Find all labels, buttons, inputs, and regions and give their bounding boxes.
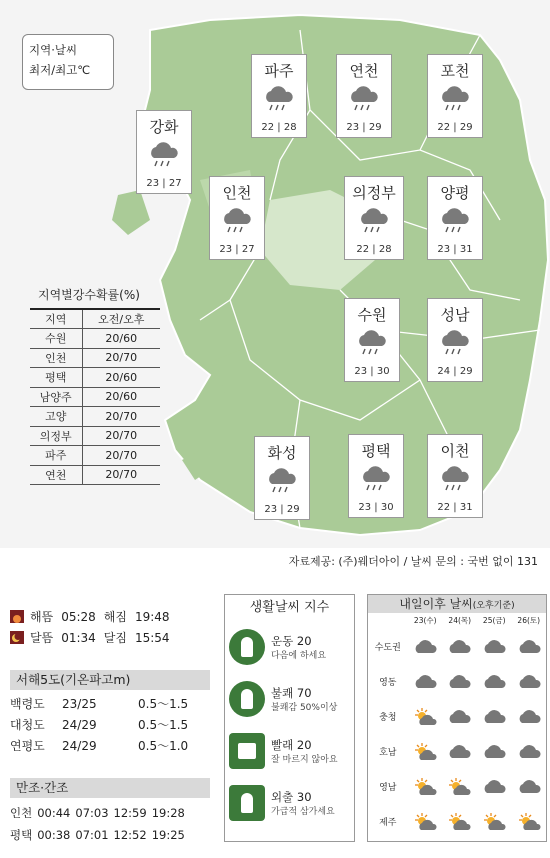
life-item-label: 빨래 20 xyxy=(271,737,312,752)
forecast-region: 충청 xyxy=(379,713,397,723)
table-header-row xyxy=(30,309,160,329)
sun-moon-times xyxy=(10,606,210,648)
person-sweat-icon xyxy=(229,681,265,717)
rain-cloud-icon xyxy=(266,466,298,496)
forecast-day-headers xyxy=(368,613,546,629)
table-row xyxy=(30,426,160,446)
sun-cloud-icon xyxy=(477,804,512,839)
wave-height: 0.5～1.5 xyxy=(138,718,189,732)
sun-cloud-icon xyxy=(511,804,546,839)
table-cell: 연천 xyxy=(30,465,82,485)
forecast-day: 25(금) xyxy=(482,616,506,625)
legend-line-temp: 최저/최고℃ xyxy=(29,63,91,77)
table-row xyxy=(30,387,160,407)
table-cell: 20/60 xyxy=(82,329,160,349)
city-name: 성남 xyxy=(440,306,470,324)
city-temp: 22 | 28 xyxy=(356,244,392,255)
tide-time: 07:03 xyxy=(75,806,109,820)
sun-cloud-icon xyxy=(408,734,443,769)
forecast-row xyxy=(368,734,546,769)
sun-cloud-icon xyxy=(408,699,443,734)
city-card-yangpyeong xyxy=(427,176,483,260)
table-cell: 파주 xyxy=(30,446,82,466)
sun-cloud-icon xyxy=(408,804,443,839)
forecast-panel xyxy=(367,594,547,842)
forecast-region: 호남 xyxy=(379,748,397,758)
life-item-label: 불쾌 70 xyxy=(271,685,312,700)
island-temp: 24/29 xyxy=(62,738,97,753)
moonset-time: 15:54 xyxy=(134,630,170,645)
rain-cloud-icon xyxy=(263,84,295,114)
table-cell: 평택 xyxy=(30,368,82,388)
tide-list xyxy=(10,802,210,846)
wave-height: 0.5～1.5 xyxy=(138,697,189,711)
rain-probability-title: 지역별강수확률(%) xyxy=(38,288,140,302)
shirt-icon xyxy=(229,733,265,769)
cloud-icon xyxy=(511,629,546,664)
forecast-day: 24(목) xyxy=(448,616,472,625)
city-card-pocheon xyxy=(427,54,483,138)
life-weather-index-panel xyxy=(224,594,355,842)
table-cell: 20/70 xyxy=(82,348,160,368)
city-card-ganghwa xyxy=(136,110,192,194)
sunrise-label: 해뜸 xyxy=(30,610,54,624)
rain-cloud-icon xyxy=(439,464,471,494)
tide-time: 00:38 xyxy=(37,828,71,842)
rain-cloud-icon xyxy=(439,84,471,114)
city-temp: 23 | 30 xyxy=(358,502,394,513)
city-card-suwon xyxy=(344,298,400,382)
cloud-icon xyxy=(511,734,546,769)
life-index-title: 생활날씨 지수 xyxy=(249,600,330,615)
table-cell: 의정부 xyxy=(30,426,82,446)
life-item-discomfort xyxy=(225,673,354,725)
city-temp: 22 | 31 xyxy=(437,502,473,513)
table-cell: 남양주 xyxy=(30,387,82,407)
rain-cloud-icon xyxy=(348,84,380,114)
moonrise-time: 01:34 xyxy=(61,630,96,645)
list-item xyxy=(10,824,210,846)
city-card-pyeongtaek xyxy=(348,434,404,518)
cloud-icon xyxy=(477,699,512,734)
cloud-icon xyxy=(477,629,512,664)
sunset-label: 해짐 xyxy=(103,610,127,624)
cloud-icon xyxy=(477,769,512,804)
forecast-region: 영남 xyxy=(379,783,397,793)
city-temp: 23 | 29 xyxy=(264,504,300,515)
table-cell: 20/70 xyxy=(82,465,160,485)
forecast-day: 23(수) xyxy=(413,616,437,625)
walking-person-icon xyxy=(229,785,265,821)
table-cell: 인천 xyxy=(30,348,82,368)
cloud-icon xyxy=(442,664,477,699)
city-card-hwaseong xyxy=(254,436,310,520)
moon-row xyxy=(10,627,210,648)
table-cell: 수원 xyxy=(30,329,82,349)
sunrise-icon xyxy=(10,610,24,623)
table-row xyxy=(30,329,160,349)
cloud-icon xyxy=(442,629,477,664)
moonrise-icon xyxy=(10,631,24,644)
forecast-title-text: 내일이후 날씨 xyxy=(399,597,473,611)
city-name: 파주 xyxy=(264,62,294,80)
port-name: 인천 xyxy=(10,806,33,820)
city-temp: 24 | 29 xyxy=(437,366,473,377)
city-name: 수원 xyxy=(357,306,387,324)
table-row xyxy=(30,407,160,427)
forecast-day: 26(토) xyxy=(517,616,541,625)
rain-cloud-icon xyxy=(360,464,392,494)
table-cell: 고양 xyxy=(30,407,82,427)
tide-time: 12:52 xyxy=(113,828,147,842)
island-temp: 23/25 xyxy=(62,696,97,711)
island-name: 백령도 xyxy=(10,697,45,711)
tide-time: 12:59 xyxy=(113,806,147,820)
life-item-note: 가급적 삼가세요 xyxy=(271,806,335,817)
tide-section-title: 만조·간조 xyxy=(10,778,210,798)
life-item-outing xyxy=(225,777,354,829)
cloud-icon xyxy=(511,699,546,734)
rain-cloud-icon xyxy=(439,206,471,236)
moonset-label: 달짐 xyxy=(103,631,127,645)
list-item xyxy=(10,693,210,714)
soccer-player-icon xyxy=(229,629,265,665)
table-cell: 20/70 xyxy=(82,446,160,466)
cloud-icon xyxy=(511,664,546,699)
table-cell: 20/70 xyxy=(82,426,160,446)
city-name: 이천 xyxy=(440,442,470,460)
sea-wave-list xyxy=(10,693,210,756)
moonrise-label: 달뜸 xyxy=(30,631,54,645)
table-cell: 20/60 xyxy=(82,368,160,388)
table-row xyxy=(30,446,160,466)
rain-cloud-icon xyxy=(356,328,388,358)
island-temp: 24/29 xyxy=(62,717,97,732)
tide-time: 19:25 xyxy=(151,828,185,842)
list-item xyxy=(10,802,210,824)
rain-probability-table xyxy=(30,308,160,485)
city-temp: 22 | 29 xyxy=(437,122,473,133)
city-card-incheon xyxy=(209,176,265,260)
city-temp: 23 | 31 xyxy=(437,244,473,255)
sun-cloud-icon xyxy=(442,804,477,839)
city-temp: 23 | 30 xyxy=(354,366,390,377)
forecast-row xyxy=(368,804,546,839)
cloud-icon xyxy=(408,629,443,664)
life-item-note: 불쾌감 50%이상 xyxy=(271,702,338,713)
table-row xyxy=(30,348,160,368)
city-card-yeoncheon xyxy=(336,54,392,138)
forecast-row xyxy=(368,664,546,699)
rain-cloud-icon xyxy=(221,206,253,236)
life-item-label: 외출 30 xyxy=(271,789,312,804)
tide-time: 07:01 xyxy=(75,828,109,842)
forecast-row xyxy=(368,699,546,734)
forecast-title xyxy=(368,595,546,613)
cloud-icon xyxy=(511,769,546,804)
legend-line-region: 지역·날씨 xyxy=(29,43,78,57)
forecast-row xyxy=(368,769,546,804)
port-name: 평택 xyxy=(10,828,33,842)
forecast-subtitle: (오후기준) xyxy=(472,601,515,611)
island-name: 연평도 xyxy=(10,739,45,753)
city-name: 연천 xyxy=(349,62,379,80)
city-name: 포천 xyxy=(440,62,470,80)
list-item xyxy=(10,735,210,756)
table-row xyxy=(30,368,160,388)
rain-cloud-icon xyxy=(439,328,471,358)
cloud-icon xyxy=(408,664,443,699)
cloud-icon xyxy=(477,664,512,699)
life-item-exercise xyxy=(225,621,354,673)
city-temp: 22 | 28 xyxy=(261,122,297,133)
city-card-uijeongbu xyxy=(344,176,404,260)
life-item-note: 잘 마르지 않아요 xyxy=(271,754,338,765)
city-card-paju xyxy=(251,54,307,138)
rain-cloud-icon xyxy=(148,140,180,170)
sun-cloud-icon xyxy=(442,769,477,804)
cloud-icon xyxy=(442,699,477,734)
table-cell: 20/60 xyxy=(82,387,160,407)
forecast-row xyxy=(368,629,546,664)
table-cell: 오전/오후 xyxy=(82,309,160,329)
life-item-laundry xyxy=(225,725,354,777)
city-card-seongnam xyxy=(427,298,483,382)
cloud-icon xyxy=(477,734,512,769)
city-name: 양평 xyxy=(440,184,470,202)
forecast-region: 영동 xyxy=(379,678,397,688)
cloud-icon xyxy=(442,734,477,769)
tide-time: 19:28 xyxy=(151,806,185,820)
island-name: 대청도 xyxy=(10,718,45,732)
rain-cloud-icon xyxy=(358,206,390,236)
data-source-credit: 자료제공: (주)웨더아이 / 날씨 문의 : 국번 없이 131 xyxy=(288,555,538,568)
table-cell: 20/70 xyxy=(82,407,160,427)
forecast-rows xyxy=(368,629,546,839)
life-item-note: 다음에 하세요 xyxy=(271,650,327,661)
wave-height: 0.5～1.0 xyxy=(138,739,189,753)
sea-section-title: 서해5도(기온파고m) xyxy=(10,670,210,690)
forecast-region: 수도권 xyxy=(374,643,401,653)
city-name: 인천 xyxy=(222,184,252,202)
sun-row xyxy=(10,606,210,627)
table-cell: 지역 xyxy=(30,309,82,329)
city-name: 화성 xyxy=(267,444,297,462)
map-legend xyxy=(22,34,114,90)
forecast-region: 제주 xyxy=(379,818,397,828)
table-row xyxy=(30,465,160,485)
sun-cloud-icon xyxy=(408,769,443,804)
city-temp: 23 | 27 xyxy=(146,178,182,189)
city-card-icheon xyxy=(427,434,483,518)
city-name: 의정부 xyxy=(352,184,396,202)
life-item-label: 운동 20 xyxy=(271,633,312,648)
sunrise-time: 05:28 xyxy=(61,609,96,624)
list-item xyxy=(10,714,210,735)
sunset-time: 19:48 xyxy=(134,609,170,624)
city-temp: 23 | 29 xyxy=(346,122,382,133)
rain-probability-panel xyxy=(30,286,160,485)
city-name: 평택 xyxy=(361,442,391,460)
city-name: 강화 xyxy=(149,118,179,136)
tide-time: 00:44 xyxy=(37,806,71,820)
city-temp: 23 | 27 xyxy=(219,244,255,255)
